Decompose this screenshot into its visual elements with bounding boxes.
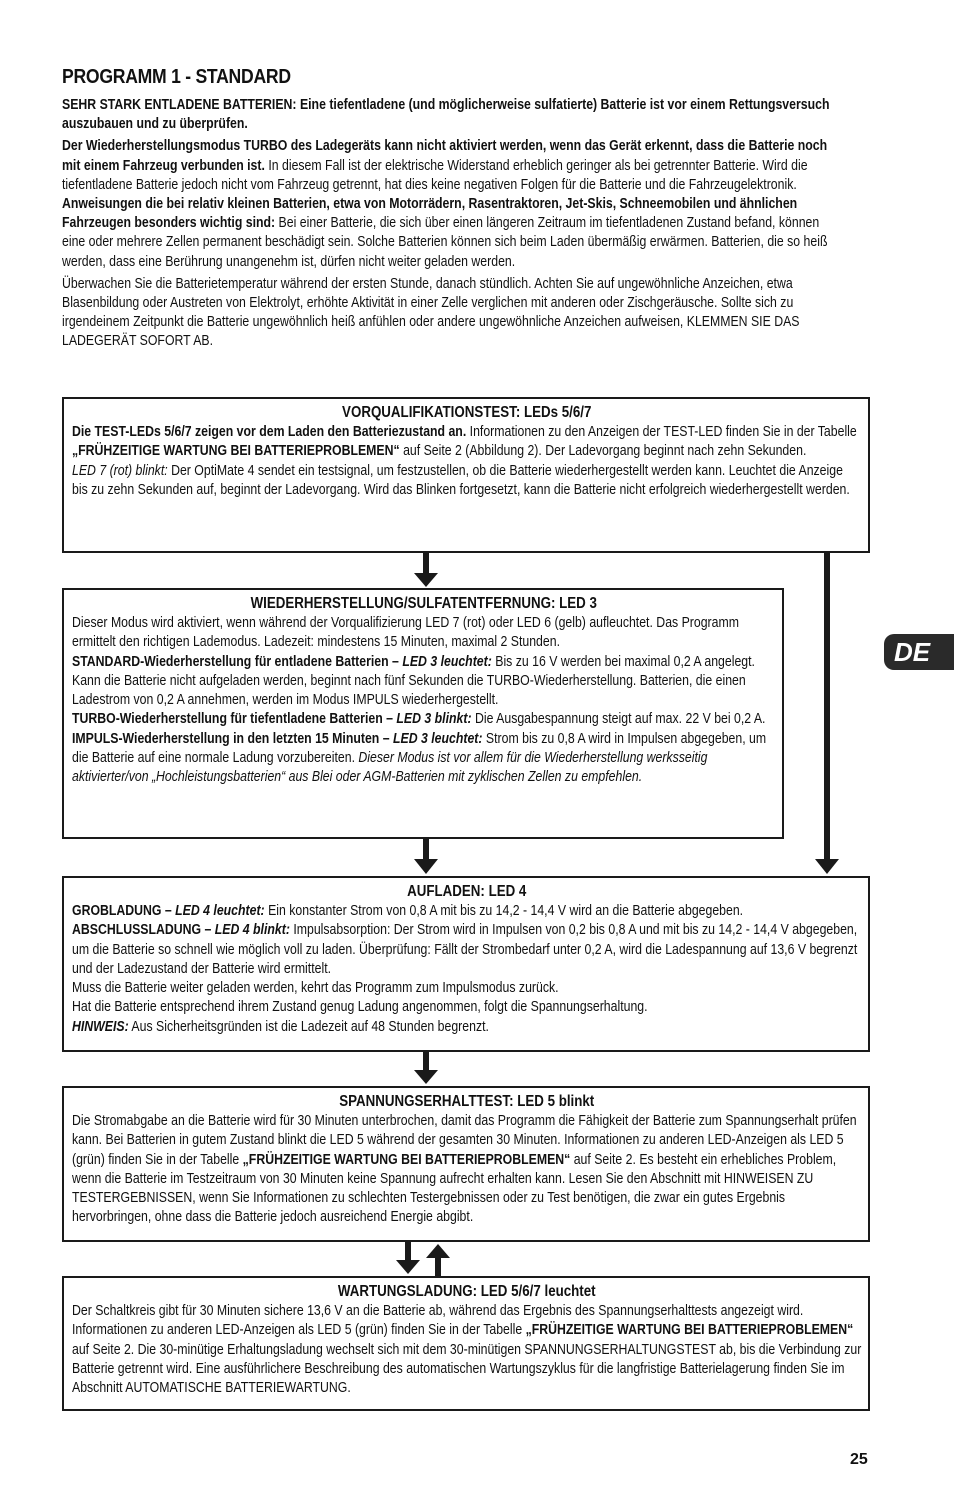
page-title: PROGRAMM 1 - STANDARD [62,66,291,88]
pre-qualification-box [62,397,870,553]
box-title: AUFLADEN: LED 4 [407,883,527,900]
box-text: ABSCHLUSSLADUNG – LED 4 blinkt: Impulsabsorption: Der Strom wird in Impulsen von 0,2 bis 0,8 A und mit bis zu 14,2 - 14,4 V abgegeben, um die Batterie so schnell wie möglich voll zu laden. Überprüfung: Fällt der Strombedarf unter 0,2 A, wird die Ladespannung auf 13,6 V begrenzt und der Ladezustand der Batterie wird ermittelt. [72,922,858,977]
down-arrow-icon [411,1052,441,1086]
box-text: Die Stromabgabe an die Batterie wird für 30 Minuten unterbrochen, damit das Programm die Fähigkeit der Batterie zum Spannungserhalt prüfen kann. Bei Batterien in gutem Zustand blinkt die LED 5 während der gesamten 30 Minuten. Informationen zu anderen LED-Anzeigen als LED 5 (grün) finden Sie in der Tabelle „FRÜHZEITIGE WARTUNG BEI BATTERIEPROBLEMEN“ auf Seite 2. Es besteht ein erhebliches Problem, wenn die Batterie im Testzeitraum von 30 Minuten keine Spannung aufrecht erhalten kann. Lesen Sie den Abschnitt mit HINWEISEN ZU TESTERGEBNISSEN, wenn Sie Informationen zu schlechten Testergebnissen oder zu Test benötigen, die zwar ein gutes Ergebnis hervorbringen, ohne dass die Batterie jedoch ausreichend Energie abgibt. [72,1113,857,1226]
box-text: HINWEIS: Aus Sicherheitsgründen ist die Ladezeit auf 48 Stunden begrenzt. [72,1018,489,1035]
language-tab-label: DE [894,637,931,667]
box-text: IMPULS-Wiederherstellung in den letzten 15 Minuten – LED 3 leuchtet: Strom bis zu 0,8 A wird in Impulsen abgegeben, um die Batterie auf eine normale Ladung vorzubereiten. Dieser Modus ist vor allem für die Wiederherstellung werksseitig aktivierter/von „Hochleistungsbatterien“ aus Blei oder AGM-Batterien mit zyklischen Zellen zu empfehlen. [72,730,767,786]
box-title: SPANNUNGSERHALTTEST: LED 5 blinkt [339,1093,595,1110]
down-arrow-icon [411,553,441,589]
intro-section [62,96,845,355]
box-text: Der Schaltkreis gibt für 30 Minuten sichere 13,6 V an die Batterie ab, während das Ergebnis des Spannungserhalttests angezeigt wird. Informationen zu anderen LED-Anzeigen als LED 5 (grün) finden Sie in der Tabelle „FRÜHZEITIGE WARTUNG BEI BATTERIEPROBLEMEN“ auf Seite 2. Die 30-minütige Erhaltungsladung wechselt sich mit dem 30-minütigen SPANNUNGSERHALTUNGSTEST ab, bis die Verbindung zur Batterie getrennt wird. Eine ausführlichere Beschreibung des automatischen Wartungszyklus für die langfristige Batterielagerung finden Sie im Abschnitt AUTOMATISCHE BATTERIEWARTUNG. [72,1303,862,1397]
box-title: VORQUALIFIKATIONSTEST: LEDs 5/6/7 [342,404,592,421]
intro-heading: SEHR STARK ENTLADENE BATTERIEN: [62,97,297,113]
box-title: WARTUNGSLADUNG: LED 5/6/7 leuchtet [337,1283,596,1300]
intro-bold-2: Anweisungen die bei relativ kleinen Batterien, etwa von Motorrädern, Rasentraktoren, Jet-Skis, Schneemobilen und ähnlichen Fahrzeugen besonders wichtig sind: [62,196,798,232]
language-tab [884,634,954,670]
box-text: LED 7 (rot) blinkt: Der OptiMate 4 sendet ein testsignal, um festzustellen, ob die Batterie wiederhergestellt werden kann. Leuchtet die Anzeige bis zu zehn Sekunden auf, beginnt der Ladevorgang. Wird das Blinken fortgesetzt, kann die Batterie nicht erfolgreich wiederhergestellt werden. [72,462,850,498]
down-up-arrows-icon [394,1242,454,1276]
bypass-down-arrow-icon [812,553,842,876]
maintenance-box [62,1276,870,1411]
charging-box [62,876,870,1052]
box-text: Hat die Batterie entsprechend ihrem Zustand genug Ladung angenommen, folgt die Spannungserhaltung. [72,999,648,1016]
box-text: Muss die Batterie weiter geladen werden, kehrt das Programm zum Impulsmodus zurück. [72,980,559,997]
box-text: STANDARD-Wiederherstellung für entladene Batterien – LED 3 leuchtet: Bis zu 16 V werden bei maximal 0,2 A angelegt. Kann die Batterie nicht aufgeladen werden, beginnt nach fünf Sekunden die TURBO-Wiederherstellung. Batterien, die einen Ladestrom von 0,2 A annehmen, werden im Modus IMPULS wiederhergestellt. [72,653,755,709]
box-title: WIEDERHERSTELLUNG/SULFATENTFERNUNG: LED 3 [250,595,597,612]
intro-text-2: Bei einer Batterie, die sich über einen längeren Zeitraum im tiefentladenen Zustand befand, können eine oder mehrere Zellen permanent beschädigt sein. Solche Batterien können sich beim Laden übermäßig erwärmen. Batterien, die so heiß werden, dass eine Berührung unangenehm ist, dürfen nicht weiter geladen werden. [62,215,828,270]
voltage-test-box [62,1086,870,1242]
box-text: Die TEST-LEDs 5/6/7 zeigen vor dem Laden den Batteriezustand an. Informationen zu den Anzeigen der TEST-LED finden Sie in der Tabelle „FRÜHZEITIGE WARTUNG BEI BATTERIEPROBLEMEN“ auf Seite 2 (Abbildung 2). Der Ladevorgang beginnt nach zehn Sekunden. [72,424,857,460]
box-text: GROBLADUNG – LED 4 leuchtet: Ein konstanter Strom von 0,8 A mit bis zu 14,2 - 14,4 V wird an die Batterie abgegeben. [72,903,744,919]
recovery-box [62,588,784,839]
intro-paragraph-2 [62,137,845,271]
page-number: 25 [850,1451,868,1468]
intro-bold-1: Der Wiederherstellungsmodus TURBO des Ladegeräts kann nicht aktiviert werden, wenn das Gerät erkennt, dass die Batterie noch mit einem Fahrzeug verbunden ist. [62,138,828,174]
intro-paragraph-3: Überwachen Sie die Batterietemperatur während der ersten Stunde, danach stündlich. Achten Sie auf ungewöhnliche Anzeichen, etwa Blasenbildung oder Austreten von Elektrolyt, erhöhte Aktivität in einer Zelle verglichen mit anderen oder Zischgeräusche. Sollte sich zu irgendeinem Zeitpunkt die Batterie ungewöhnlich heiß anfühlen oder andere ungewöhnliche Anzeichen aufweisen, KLEMMEN SIE DAS LADEGERÄT SOFORT AB. [62,275,800,350]
box-text: Dieser Modus wird aktiviert, wenn während der Vorqualifizierung LED 7 (rot) oder LED 6 (gelb) aufleuchtet. Das Programm ermittelt den richtigen Lademodus. Ladezeit: mindestens 15 Minuten, maximal 2 Stunden. [72,615,739,651]
down-arrow-icon [411,839,441,876]
intro-heading-text: Eine tiefentladene (und möglicherweise sulfatierte) Batterie ist vor einem Rettungsversuch auszubauen und zu überprüfen. [62,97,830,133]
intro-text-1: In diesem Fall ist der elektrische Widerstand erheblich geringer als bei getrennter Batterie. Wird die tiefentladene Batterie jedoch nicht vom Fahrzeug getrennt, hat dies keine negativen Folgen für die Batterie und die Fahrzeugelektronik. [62,157,808,193]
intro-paragraph-1 [62,96,845,134]
box-text: TURBO-Wiederherstellung für tiefentladene Batterien – LED 3 blinkt: Die Ausgabespannung steigt auf max. 22 V bei 0,2 A. [72,711,766,728]
